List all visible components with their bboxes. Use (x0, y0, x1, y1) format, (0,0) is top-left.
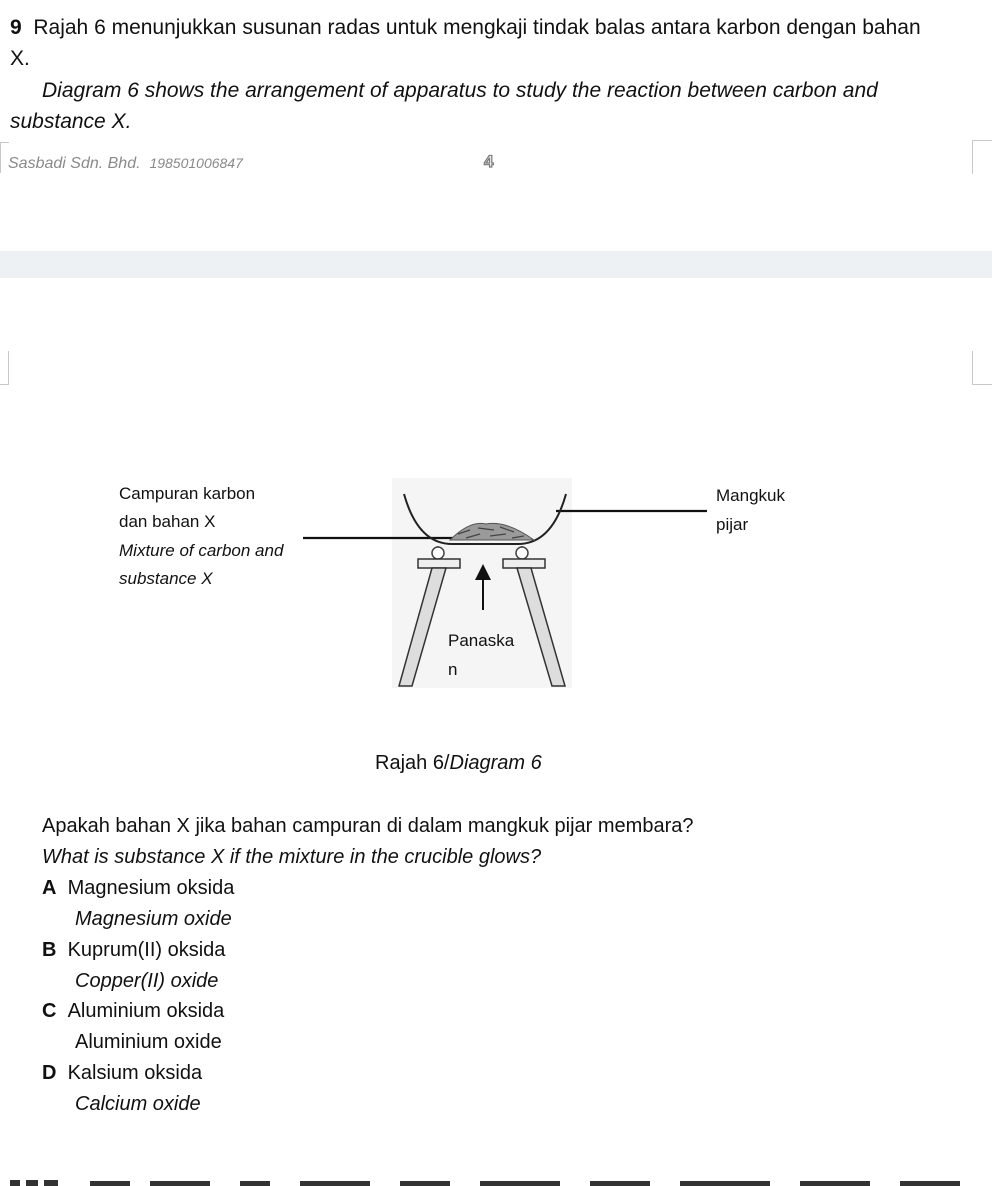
prompt-malay: Apakah bahan X jika bahan campuran di dalam mangkuk pijar membara? (42, 815, 694, 837)
option-c (42, 996, 224, 1058)
page-corner-mark (0, 142, 9, 173)
option-letter: A (42, 877, 57, 899)
question-number: 9 (10, 16, 22, 39)
question-english-line1: Diagram 6 shows the arrangement of apparatus to study the reaction between carbon and (42, 79, 878, 102)
option-english: Calcium oxide (75, 1093, 201, 1115)
option-malay: Kalsium oksida (67, 1062, 203, 1084)
option-malay: Magnesium oksida (67, 877, 235, 899)
option-english: Aluminium oxide (75, 1031, 222, 1053)
option-malay: Kuprum(II) oksida (67, 939, 226, 961)
publisher-footer (8, 155, 243, 173)
caption-english: Diagram 6 (449, 752, 542, 774)
question-english-line2: substance X. (10, 110, 132, 133)
mixture-label-malay-1: Campuran karbon (119, 484, 256, 503)
question-malay-line2: X. (10, 47, 30, 70)
question-text-malay (10, 12, 921, 43)
option-letter: B (42, 939, 57, 961)
page-break-band (0, 251, 992, 278)
apparatus-diagram (0, 470, 992, 700)
diagram-caption (375, 752, 542, 775)
prompt-english: What is substance X if the mixture in the crucible glows? (42, 846, 542, 868)
publisher-name: Sasbadi Sdn. Bhd. (8, 155, 141, 172)
page-corner-mark (0, 351, 9, 385)
question-malay-line1: Rajah 6 menunjukkan susunan radas untuk mengkaji tindak balas antara karbon dengan bahan (33, 16, 921, 39)
mixture-label-malay-2: dan bahan X (119, 512, 216, 531)
mixture-label-english-2: substance X (119, 569, 213, 588)
heat-label-1: Panaska (448, 631, 515, 650)
option-english: Magnesium oxide (75, 908, 232, 930)
cutoff-next-question (0, 1178, 992, 1186)
option-a (42, 873, 234, 935)
tripod-top-left (418, 559, 460, 568)
triangle-support-left (432, 547, 444, 559)
mixture-label-english-1: Mixture of carbon and (119, 541, 284, 560)
option-d (42, 1058, 202, 1120)
triangle-support-right (516, 547, 528, 559)
crucible-label-1: Mangkuk (716, 486, 785, 505)
option-english: Copper(II) oxide (75, 970, 219, 992)
tripod-top-right (503, 559, 545, 568)
page-number: 4 (484, 152, 494, 171)
page-corner-mark (972, 351, 992, 385)
option-b (42, 935, 225, 997)
option-letter: C (42, 1000, 57, 1022)
option-malay: Aluminium oksida (67, 1000, 225, 1022)
page-corner-mark (972, 140, 992, 174)
option-letter: D (42, 1062, 57, 1084)
heat-label-2: n (448, 660, 458, 679)
registration-number: 198501006847 (149, 155, 243, 171)
crucible-label-2: pijar (716, 515, 749, 534)
caption-malay: Rajah 6/ (375, 752, 450, 774)
